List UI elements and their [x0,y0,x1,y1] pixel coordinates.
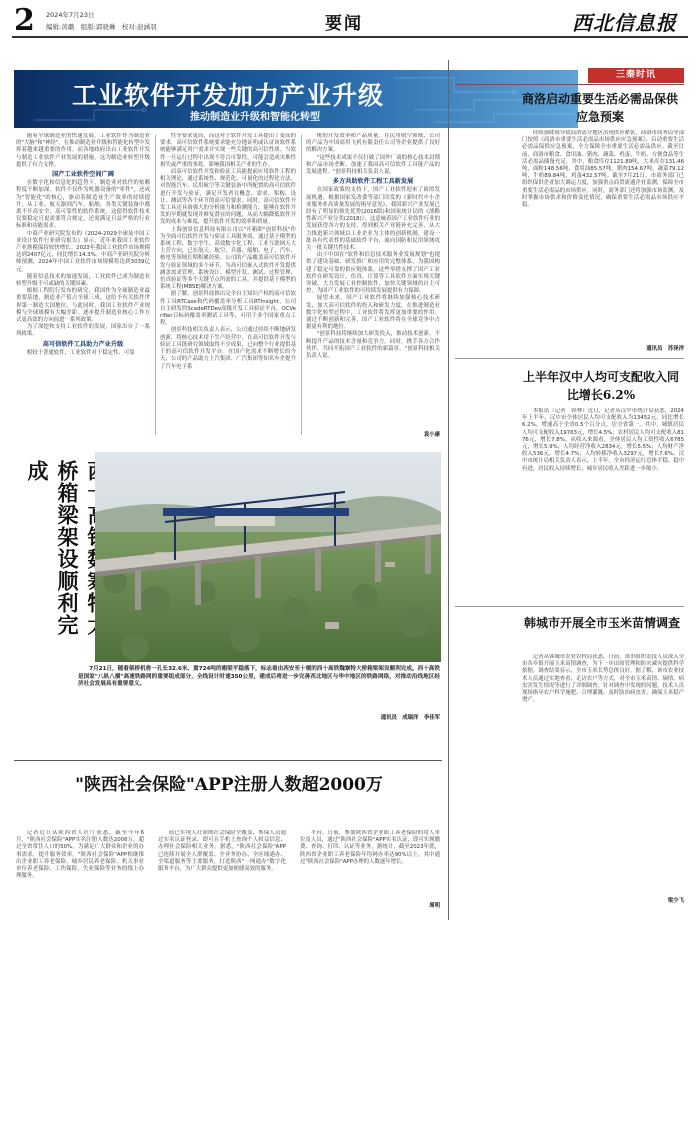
bridge-byline: 通讯员 成瑞洋 李佳军 [380,715,440,721]
sidebar-paragraph: 持续强降雨导致商洛部分地区出现供应紧张，商洛市商务局等部门按照《商洛市重要生活必需品市场供应应急预案》，启动重要生活必需品保供应急预案，全力保障全市重要生活必需品供应。截至目前，商洛市粮食、食用油、猪肉、蔬菜、鸡蛋、牛奶、方便食品等生活必需品储备充足，其中，粮食库存1121.89吨，大米库存131.46吨，面粉148.56吨，食用油85.57吨，猪肉154.67吨，蔬菜79.12吨，牛奶89.84吨，鸡蛋432.57吨。截至7月21日，市商务部门已组织保供企业加大调运力度，加强重点商贸流通企业监测，保障全市重要生活必需品的市场供应。同时，商务部门还将加强市场监测，及时掌握市场供求和价格变化情况，确保重要生活必需品市场供应平稳。 [522,130,684,209]
lead-column-2 [160,133,296,438]
lead-column-3 [306,133,440,438]
section-name: 要闻 [325,14,363,34]
sidebar-label-text: 三秦时讯 [615,70,656,80]
lead-subheading-1: 国产工业软件空间广阔 [52,171,114,179]
sidebar-story1-byline: 通讯员 苏泽洋 [646,346,684,352]
bridge-caption [78,666,440,689]
bridge-title-text: 桥箱梁架设顺利完成 [25,460,80,636]
lead-paragraph: 在数字化和信息化的趋势下，制造业对软件的依赖程度不断加深。软件不仅作为机器设备的"零件"，还成为"智能化"的核心，驱动着制造业生产效率的持续提升，从工业、航天器到汽车、船舶，各类关键装备中都离不开高安全、高可靠性的软件系统。这使得软件技术仅要稳定且更需要符合规定，还需满足日益严格的行业标准和功能需求。 [16,180,150,230]
lead-column-1 [16,133,150,438]
header-rule [12,36,688,38]
sidebar-story3-byline: 梁少飞 [667,898,684,904]
sidebar-story1-title: 商洛启动重要生活必需品保供应急预案 [521,92,678,124]
lead-title: 工业软件开发加力产业升级 [72,81,385,110]
sidebar-story2-body [522,408,684,600]
lead-paragraph: 相较于普通软件，工业软件对于稳定性、可靠 [26,349,135,356]
sidebar-label [588,68,684,83]
lead-paragraph: 创景科技相关负责人表示，公司通过持续不断地研发创新，将核心技术用于生产经营中，在高可信软件开发与验证工具链研究领域取得不少成果，已向整个行业提供基于的高可信软件开发平台。在国产化需求不断增长的今天，公司的产品助力上汽集团、广汽集团等知名车企提升了汽车电子系 [160,327,296,370]
lead-paragraph: 由于中国在"软件和信息技术服务业发展规划"也提供了建设基础、研发推广和应用的完整体系，为我国构建了稳定可靠的供应链体系，这些举措支撑了国产工业软件在研发设计、仿真、计算等工具软件方面实现关键突破，大力发展工业控制软件，加快关键领域的自主可控，为国产工业软件的可持续发展提供有力保障。 [306,252,440,295]
masthead-logo: 西北信息报 [572,11,677,35]
sidebar-story3-title: 韩城市开展全市玉米苗情调查 [523,616,680,630]
lead-paragraph: 在国家政策的支持下，国产工业软件迎来了新的发展机遇。根据国家发改委等部门印发的《新时代中小企业服务业高质量发展的指导意见》，我国新兴产业发展已经有了明显的领先优势(2016版)和国家统计局的《战略性新兴产业分类(2018)》，这意味着国产工业软件行业的发展获得各方的支持，得到相关产业链补充完善，从大力推进新兴领域以工业企业为主体的创新机制，建设一批具有代表性的基础软件平台，面向国防和民用领域攻关一批关键共性技术。 [306,187,440,252]
lead-paragraph: 统的开发效率和产品质量。在民用航空领域，公司的产品为中国商用飞机有限责任公司等企业提供了良好的解决方案。 [306,133,440,154]
lead-intro: 随着全球制造业的快速发展，工业软件作为制造业的"大脑"和"神经"，在推动制造业升级和智能化转型中发挥着越来越重要的作用。而各地政府出台工业软件开发与制造工业软件产业发展的措施，这为制造业转型升级提供了有力支撑。 [16,133,150,168]
sidebar-story3-body [522,654,684,898]
page-number: 2 [14,3,35,38]
sidebar-story2-title: 上半年汉中人均可支配收入同比增长6.2% [522,370,679,402]
lead-paragraph: 性等要求更高，而这对于软件开发工具提出了更高的要求。高可信软件系统要求能充分地证明或认证该软件系统能够满足用户需求并实现一些关键的高可信性质。当软件一旦运行过程中出现不符合可靠性，可能会造成灾难性损失或严重的事故，影响我国相关产业的生存。 [160,133,296,168]
lead-banner [14,70,578,128]
app-column-3 [300,830,440,910]
app-paragraph: 平台。日前，参加陕西省企业职工养老保险的用人单位及人员，通过"陕西社会保险"APP实名认证，即可实现缴费、查询、打印、认证等业务，据统计，截至2023年底，陕西省企业职工养老保险年均网办率达90%以上，其中通过"陕西社会保险"APP办理的人数逐年增长。 [300,830,440,865]
issue-date: 2024年7月23日 [46,11,95,19]
lead-paragraph: 上海创景信息科技有限公司以"开箱即"创景科技"作为全面可信软件开发与验证工具服务商，通过基于模型的系统工程、数字孪生、高效数字化工程、工业互联网五大主营方向，已在航天、航空、兵器、船舶、电子、汽车、核电等领域长期积累经验。公司的产品覆盖高可信软件开发与验证领域的多个环节，为高可信嵌入式软件开发提供涵盖需求管理、系统设计、模型开发、测试、过程管理、仿真验证等多个关键节点所需的工具，并提供基于模型的系统工程(MBSE)解决方案。 [160,226,296,291]
sidebar-paragraph: 本报讯（记者 韩林）近日，记者从汉中市统计局获悉，2024年上半年，汉中市全体居民人均可支配收入为13452元，同比增长6.2%，增速高于全省0.5个百分点，居全省第一。其中，城镇居民人均可支配收入19763元，增长4.5%；农村居民人均可支配收入8176元，增长7.8%。从收入来源看，全体居民人均工资性收入6785元，增长5.9%；人均经营净收入2834元，增长5.5%；人均财产净收入536元，增长4.7%；人均转移净收入3297元，增长7.6%。汉中市统计局相关负责人表示，上半年，全市经济运行总体平稳、稳中有进，居民收入持续增长，城乡居民收入差距进一步缩小。 [522,408,684,472]
lead-byline: 袁小康 [423,432,440,438]
app-title: "陕西社会保险"APP注册人数超2000万 [75,775,383,795]
bridge-title [22,460,88,640]
lead-paragraph: 根据工程院行发布的研究，我国作为全球制造业最重要基地，制造业产值占全球三成，这给予有关软件世界第一制造大国地位。与此同时，我国工业软件产业规模与全球规模有大幅差距，逐步提升制造业核心工作方式更高效的方向前进一系列政策。 [16,288,150,324]
lead-paragraph: 而高可信软件开发和验证工具能提前应用软件工程的相关理论，通过系统性、规范化、可量化的过程化方法，对智能汽车、民用航空等关键装备中所配置的高可信软件进行开发与验证，满足开发者在概念、需求、架构、设计、测试等各个环节的高可信要求。同时，高可信软件开发工具还具备强大的分析能力和检测能力，能够在软件开发的早期就发现并修复潜在的问题，从而大幅降低软件开发的成本与难度，提升软件开发的效率和质量。 [160,169,296,226]
lead-paragraph: 为了深挖和支持工业软件的发展，国家出台了一系列政策。 [16,324,150,338]
bridge-caption-text: 7月21日，随着架桥机将一孔长32.6米、重724吨的箱梁平稳落下，标志着由西安至十堰的西十高铁魏寨特大桥箱梁架设顺利完成。西十高铁是国家"八纵八横"高速铁路网的重要组成部分，全线设计时速350公里，建成后将进一步完善西北地区与华中地区的铁路网络，对推动沿线地区经济社会发展具有重要意义。 [78,666,440,688]
lead-subheading-3: 多方共助软件工程工具新发展 [332,178,414,186]
lead-paragraph: 中商产业研究院发布的《2024-2029全球及中国工业设计软件行业研究报告》显示，近年来我国工业软件产业规模保持较快增长。2023年我国工业软件市场规模达到2407亿元，同比增长14.3%。中商产业研究院分析师预测，2024年中国工业软件市场规模将达到3039亿元。 [16,230,150,273]
sidebar-story1-body [522,130,684,346]
lead-paragraph: 展望未来，国产工业软件将继续加强核心技术研发，加大高可信软件的投入和研发力度。在推进制造业数字化转型过程中，工业软件将发挥更加重要的作用。通过不断创新和完善，国产工业软件将在全球竞争中占据更有利的地位。 [306,295,440,331]
app-byline: 周明 [429,903,440,909]
lead-subheading-2: 高可信软件工具助力产业升级 [42,340,124,348]
lead-paragraph: 随着信息技术的加速发展，工业软件已成为制造业转型升级不可或缺的关键因素。 [16,273,150,288]
bridge-photo [95,452,441,662]
sidebar-paragraph: 记者从韩城市农业农村局获悉，日前，该市组织农技人员深入全市各乡镇开展玉米苗情调查，为下一步田间管理和防灾减灾提供科学依据。调查结果显示，全市玉米长势总体良好。据了解，该市农业技术人员通过实地查看、走访农户等方式，对全市玉米苗情、墒情、病虫害发生情况等进行了详细调查。针对调查中发现的问题，技术人员现场指导农户科学施肥、合理灌溉、及时防治病虫害，确保玉米稳产增产。 [522,654,684,704]
lead-paragraph: 据了解，创景科技推出完全自主知识产权的高可信软件工具RTCase和代码覆盖率分析工具RTInsight，公司自主研发的ScadeRTDev高级开发工具验证平台，OCVerifier目标码覆盖率测试工具等，可用于多个国家重点工程。 [160,291,296,327]
bridge-photo-image [95,452,441,662]
lead-paragraph: "这些技术成果不仅打破了国外厂商的核心技术封锁和产品市场垄断，加速了我国高可信软件工具链产品的发展进程。"创景科技相关负责人说。 [306,154,440,176]
app-paragraph: 记者近日从陕西省人社厅获悉，截至今年6月，"陕西社会保险"APP实名注册人数达2006万，超过全省常住人口的50%。为满足广大群众和企业的办事需求，提升服务效率，"陕西社会保险"APP相继推出企业职工养老保险、城乡居民养老保险、机关事业单位养老保险、工伤保险、失业保险等业务的线上办理服务。 [16,830,144,880]
lead-paragraph: "创景科技将继续加大研发投入，推动技术创新，不断提升产品的技术含量和竞争力。同时，携手各方合作伙伴，共同开拓国产工业软件的新篇章。"创景科技相关负责人说。 [306,331,440,360]
app-column-2 [158,830,286,910]
app-column-1 [16,830,144,910]
editor-credits: 编辑:黄璐 组版:郭晓琳 校对:赵涵羽 [46,23,157,31]
lead-subtitle: 推动制造业升级和智能化转型 [190,112,320,123]
app-paragraph: 前已实现人社领域社会保险全覆盖、参保人员通过实名认证登录，即可在手机上查询个人权益信息、办理社会保险相关业务。据悉，"陕西社会保险"APP已连续开展全人群覆盖、全业务协办、全区域通办、全渠道服务等主要服务，打造陕西"一网通办"数字化服务平台，为广大群众提供更加便捷高效的服务。 [158,830,286,873]
